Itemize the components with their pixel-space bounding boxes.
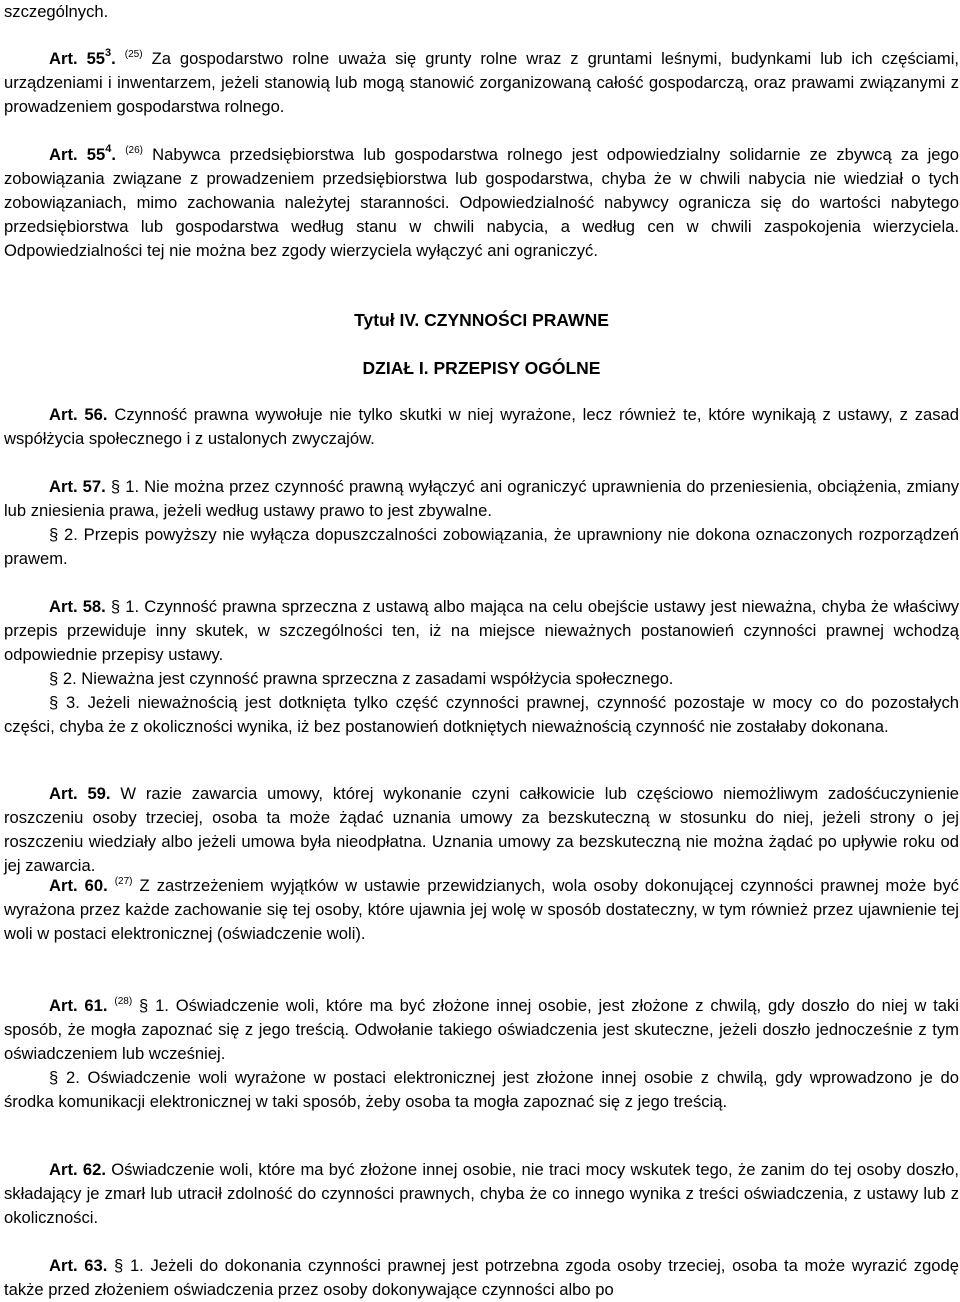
article-59: Art. 59. W razie zawarcia umowy, której wykonanie czyni całkowicie lub częściowo niemożliwym zadośćuczynienie roszczeniu osoby trzeciej, osoba ta może żądać uznania umowy za bezskuteczną w stosunku do niej, jeżeli strony o jej roszczeniu wiedziały albo jeżeli umowa była nieodpłatna. Uznania umowy za bezskuteczną nie można żądać po upływie roku od jej zawarcia. xyxy=(4,784,959,875)
article-label: Art. 57. xyxy=(49,477,106,496)
article-label: Art. $55^4$. xyxy=(49,143,116,164)
article-60: Art. 60. $^{(27)}$ Z zastrzeżeniem wyjątków w ustawie przewidzianych, wola osoby dokonującej czynności prawnej może być wyrażona przez każde zachowanie się tej osoby, które ujawnia jej wolę w sposób dostateczny, w tym również przez ujawnienie tej woli w postaci elektronicznej (oświadczenie woli). xyxy=(4,876,959,943)
article-label: Art. 59. xyxy=(49,784,111,803)
article-55-4: Art. $55^4$. $^{(26)}$ Nabywca przedsiębiorstwa lub gospodarstwa rolnego jest odpowiedzialny solidarnie ze zbywcą za jego zobowiązania związane z prowadzeniem przedsiębiorstwa lub gospodarstwa, chyba że w chwili nabycia nie wiedział o tych zobowiązaniach, mimo zachowania należytej staranności. Odpowiedzialność nabywcy ogranicza się do wartości nabytego przedsiębiorstwa lub gospodarstwa według stanu w chwili nabycia, a według cen w chwili zaspokojenia wierzyciela. Odpowiedzialności tej nie można bez zgody wierzyciela wyłączyć ani ograniczyć. xyxy=(4,143,959,260)
footnote-ref: (27) xyxy=(114,876,133,887)
article-62: Art. 62. Oświadczenie woli, które ma być złożone innej osobie, nie traci mocy wskutek tego, że zanim do tej osoby doszło, składający je zmarł lub utracił zdolność do czynności prawnych, chyba że co innego wynika z treści oświadczenia, z ustawy lub z okoliczności. xyxy=(4,1160,959,1227)
article-63: Art. 63. § 1. Jeżeli do dokonania czynności prawnej jest potrzebna zgoda osoby trzeciej, osoba ta może wyrazić zgodę także przed złożeniem oświadczenia przez osoby dokonywające czynności albo po xyxy=(4,1256,959,1299)
article-label: Art. 63. xyxy=(49,1256,108,1275)
article-label: Art. $55^3$. xyxy=(49,47,116,68)
footnote-ref: (28) xyxy=(114,996,133,1007)
article-61: Art. 61. $^{(28)}$ § 1. Oświadczenie woli, które ma być złożone innej osobie, jest złożone z chwilą, gdy doszło do niej w taki sposób, że mogła zapoznać się z jego treścią. Odwołanie takiego oświadczenia jest skuteczne, jeżeli doszło jednocześnie z tym oświadczeniem lub wcześniej. § 2. Oświadczenie woli wyrażone w postaci elektronicznej jest złożone innej osobie z chwilą, gdy wprowadzono je do środka komunikacji elektronicznej w taki sposób, żeby osoba ta mogła zapoznać się z jego treścią. xyxy=(4,996,959,1111)
article-57: Art. 57. § 1. Nie można przez czynność prawną wyłączyć ani ograniczyć uprawnienia do przeniesienia, obciążenia, zmiany lub zniesienia prawa, jeżeli według ustawy prawo to jest zbywalne. § 2. Przepis powyższy nie wyłącza dopuszczalności zobowiązania, że uprawniony nie dokona oznaczonych rozporządzeń prawem. xyxy=(4,477,960,568)
section-heading: DZIAŁ I. PRZEPISY OGÓLNE xyxy=(362,358,601,378)
article-label: Art. 60. xyxy=(49,876,108,895)
article-55-3: Art. $55^3$. $^{(25)}$ Za gospodarstwo rolne uważa się grunty rolne wraz z gruntami leśnymi, budynkami lub ich częściami, urządzeniami i inwentarzem, jeżeli stanowią lub mogą stanowić zorganizowaną całość gospodarczą, oraz prawami związanymi z prowadzeniem gospodarstwa rolnego. xyxy=(4,47,959,116)
title-heading: Tytuł IV. CZYNNOŚCI PRAWNE xyxy=(354,310,609,330)
article-label: Art. 61. xyxy=(49,996,108,1015)
footnote-ref: (26) xyxy=(125,145,143,156)
article-label: Art. 58. xyxy=(49,597,106,616)
article-56: Art. 56. Czynność prawna wywołuje nie tylko skutki w niej wyrażone, lecz również te, które wynikają z ustawy, z zasad współżycia społecznego i z ustalonych zwyczajów. xyxy=(4,405,959,448)
article-label: Art. 62. xyxy=(49,1160,106,1179)
article-label: Art. 56. xyxy=(49,405,108,424)
article-58: Art. 58. § 1. Czynność prawna sprzeczna z ustawą albo mająca na celu obejście ustawy jest nieważna, chyba że właściwy przepis przewiduje inny skutek, w szczególności ten, iż na miejsce nieważnych postanowień czynności prawnej wchodzą odpowiednie przepisy ustawy. § 2. Nieważna jest czynność prawna sprzeczna z zasadami współżycia społecznego. § 3. Jeżeli nieważnością jest dotknięta tylko część czynności prawnej, czynność pozostaje w mocy co do pozostałych części, chyba że z okoliczności wynika, iż bez postanowień dotkniętych nieważnością czynność nie zostałaby dokonana. xyxy=(4,597,959,736)
text-fragment: szczególnych. xyxy=(4,2,109,21)
footnote-ref: (25) xyxy=(124,49,143,60)
